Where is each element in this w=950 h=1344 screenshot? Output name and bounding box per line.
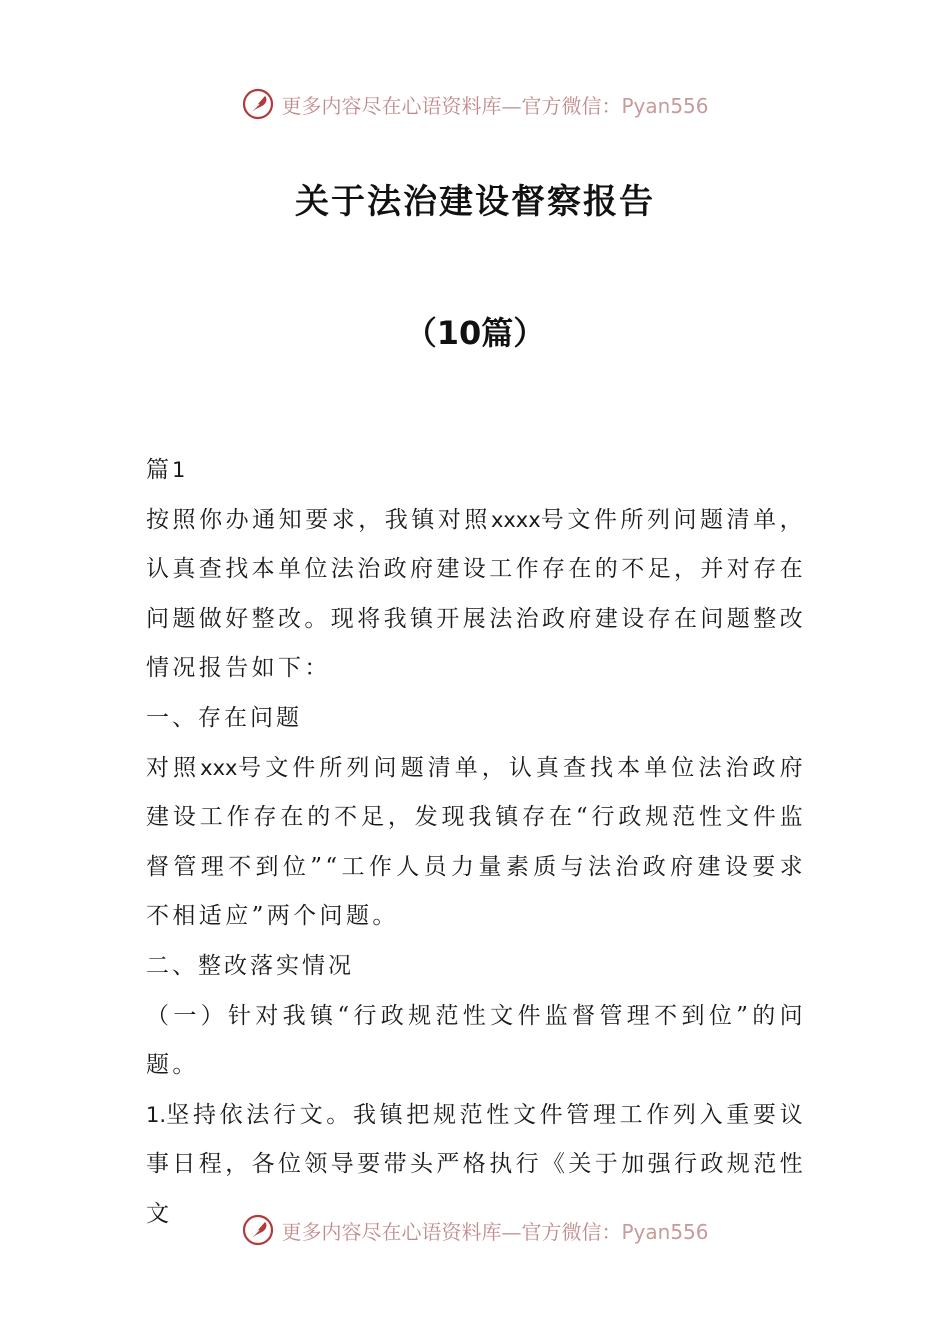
heading-existing-problems: 一、存在问题	[146, 704, 302, 731]
paragraph-intro: 按照你办通知要求，我镇对照xxxx号文件所列问题清单，认真查找本单位法治政府建设工作存在的不足，并对存在问题做好整改。现将我镇开展法治政府建设存在问题整改情况报告如下：	[146, 506, 807, 682]
document-title: 关于法治建设督察报告	[295, 182, 655, 222]
paragraph-subsection-one: （一）针对我镇“行政规范性文件监督管理不到位”的问题。	[146, 1002, 806, 1079]
feather-pen-logo-icon	[241, 87, 275, 121]
paragraph-item-one: 1.坚持依法行文。我镇把规范性文件管理工作列入重要议事日程，各位领导要带头严格执行《关于加强行政规范性文	[146, 1101, 806, 1227]
banner-text: 更多内容尽在心语资料库—官方微信：Pyan556	[281, 93, 709, 118]
banner-text: 更多内容尽在心语资料库—官方微信：Pyan556	[281, 1219, 709, 1244]
header-watermark-banner	[0, 82, 950, 126]
feather-pen-logo-icon	[241, 1213, 275, 1247]
paragraph-problems: 对照xxx号文件所列问题清单，认真查找本单位法治政府建设工作存在的不足，发现我镇存在“行政规范性文件监督管理不到位”“工作人员力量素质与法治政府建设要求不相适应”两个问题。	[146, 754, 806, 930]
footer-watermark-banner	[0, 1208, 950, 1252]
document-subtitle: （10篇）	[404, 314, 546, 352]
document-body	[146, 446, 806, 1240]
heading-rectification: 二、整改落实情况	[146, 952, 354, 979]
section-label: 篇1	[146, 457, 186, 483]
